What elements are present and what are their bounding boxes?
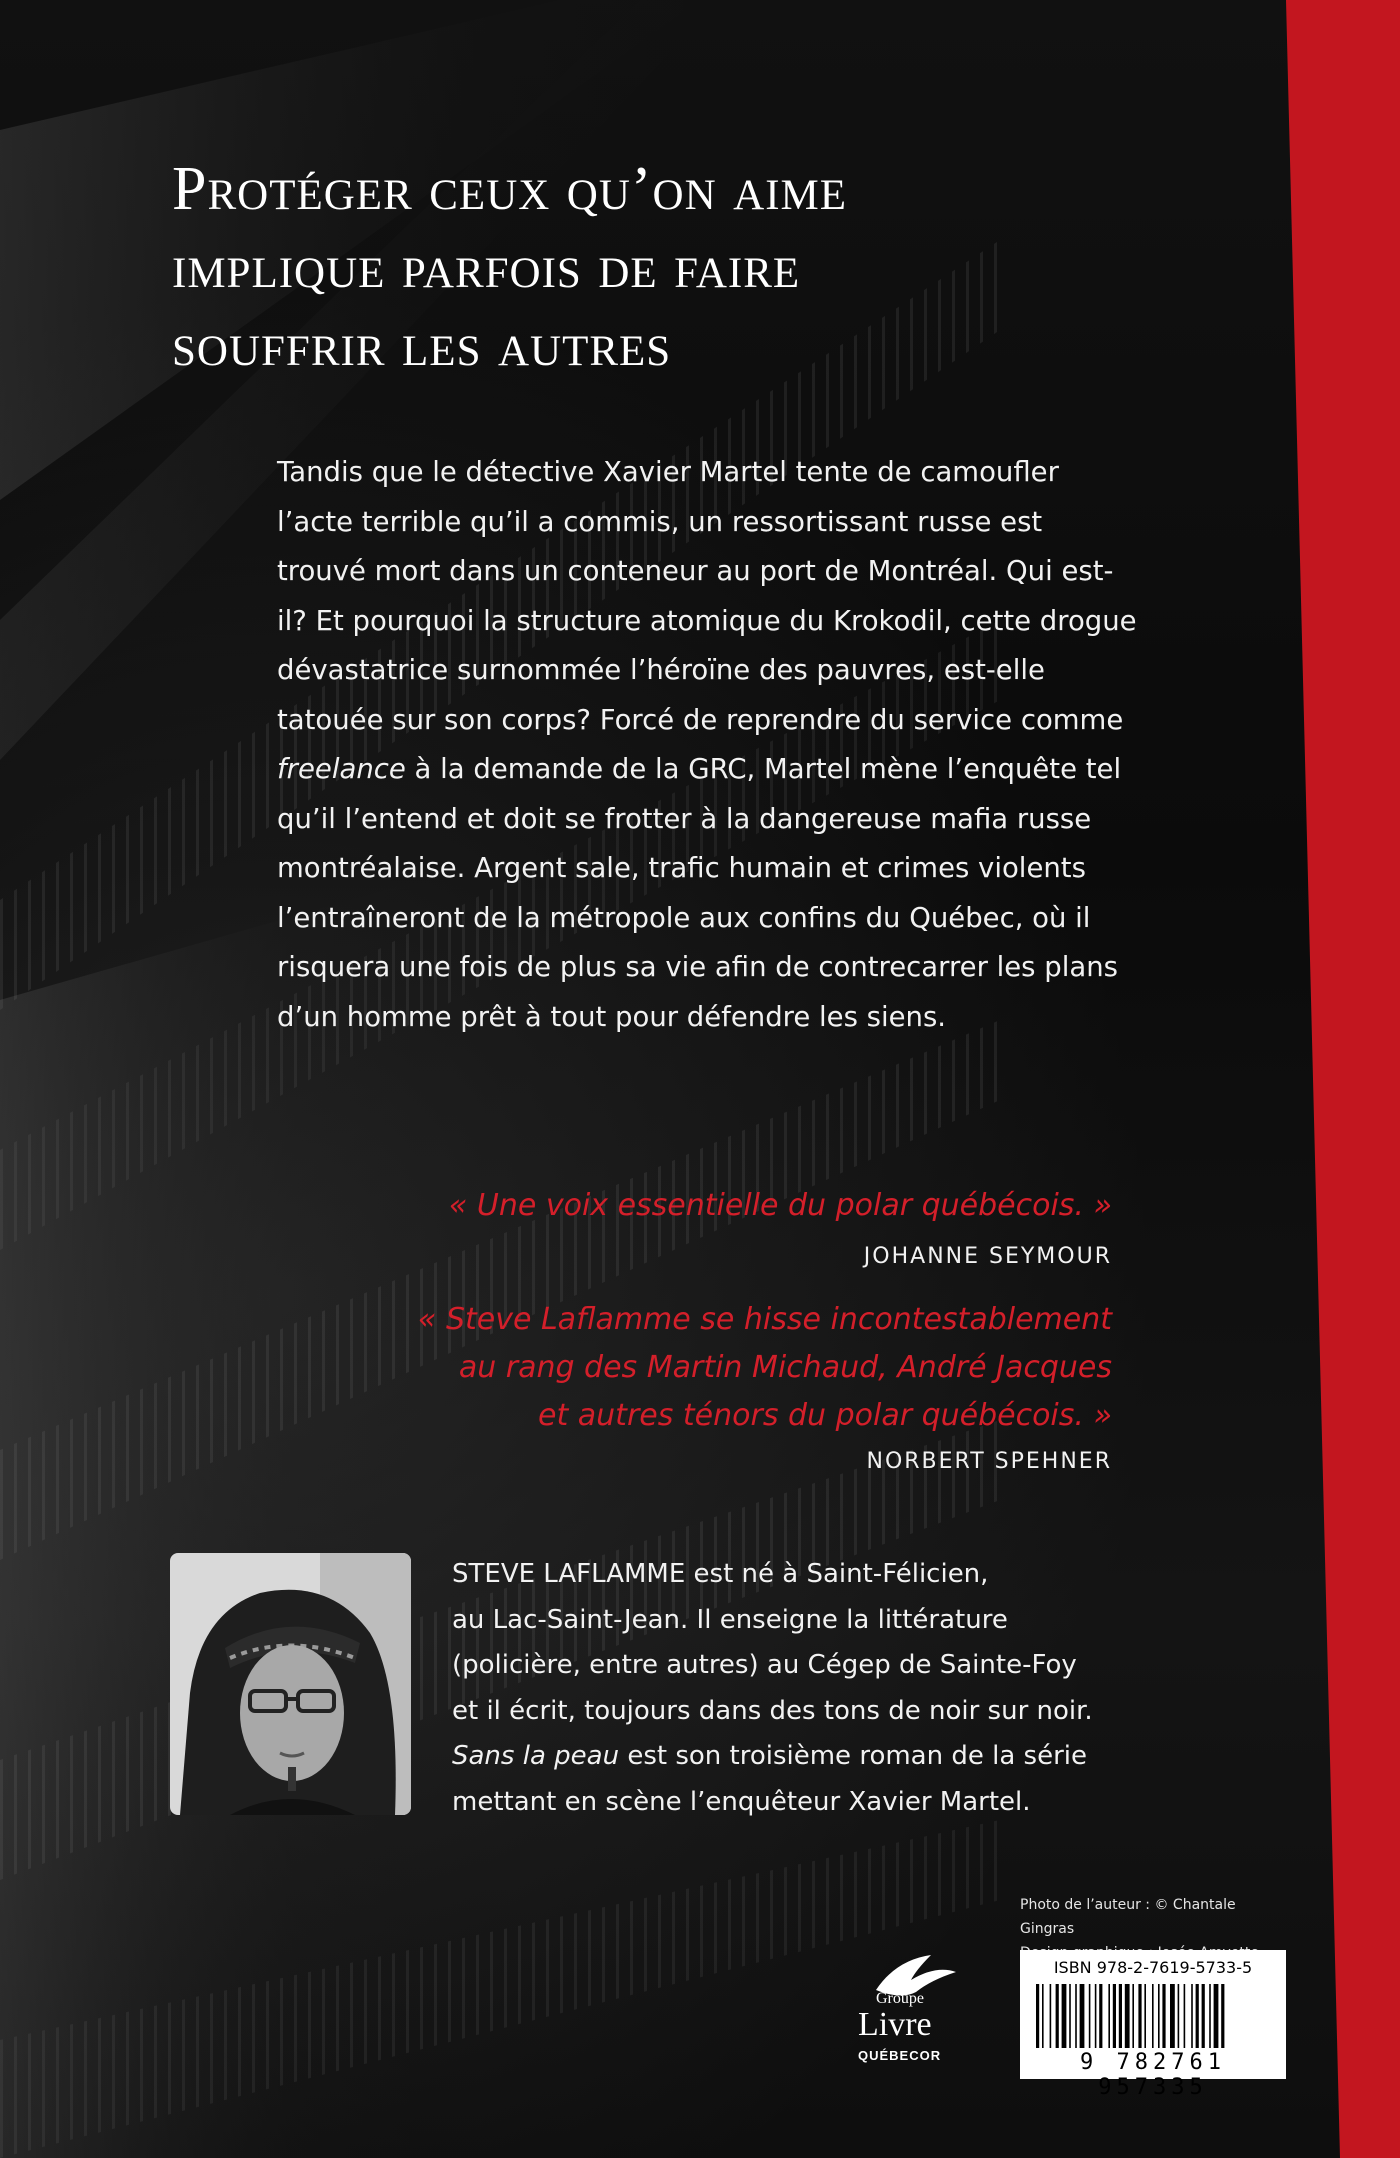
bio-line-5: est son troisième roman de la série <box>619 1741 1087 1771</box>
bio-line-6: mettant en scène l’enquêteur Xavier Martel. <box>452 1786 1031 1817</box>
barcode-box <box>1020 1950 1286 2100</box>
barcode-bar <box>1152 1984 1154 2048</box>
photo-credit: Photo de l’auteur : © Chantale Gingras <box>1020 1897 1236 1937</box>
barcode-bar <box>1221 1984 1224 2048</box>
headline-line-1: Protéger ceux qu’on aime <box>172 155 848 223</box>
bio-line-1: STEVE LAFLAMME est né à Saint-Félicien, <box>452 1559 989 1589</box>
bio-line-3: (policière, entre autres) au Cégep de Sainte-Foy <box>452 1650 1077 1680</box>
barcode-bar <box>1170 1984 1175 2048</box>
barcode-bar <box>1144 1984 1146 2048</box>
barcode-bar <box>1196 1984 1199 2048</box>
headline <box>172 150 1122 384</box>
barcode-bar <box>1036 1984 1039 2048</box>
barcode-bar <box>1099 1984 1102 2048</box>
logo-livre: Livre <box>858 2006 932 2043</box>
barcode-number: 9 782761 957335 <box>1080 2050 1226 2100</box>
book-blurb <box>277 448 1137 1042</box>
quote-2-line-1: « Steve Laflamme se hisse incontestablement <box>417 1302 1112 1337</box>
barcode-bar <box>1119 1984 1122 2048</box>
barcode-icon <box>1034 1984 1272 2048</box>
barcode-bar <box>1075 1984 1077 2048</box>
author-bio <box>452 1552 1152 1825</box>
headline-line-3: souffrir les autres <box>172 311 672 379</box>
quote-1 <box>449 1182 1112 1230</box>
barcode-bar <box>1069 1984 1071 2048</box>
barcode-bar <box>1042 1984 1044 2048</box>
bio-book-title: Sans la peau <box>452 1741 620 1771</box>
logo-quebecor: QUÉBECOR <box>858 2048 942 2063</box>
barcode-bar <box>1209 1984 1211 2048</box>
headline-line-2: implique parfois de faire <box>172 233 801 301</box>
quote-2-author: NORBERT SPEHNER <box>866 1449 1112 1474</box>
publisher-logo <box>836 1950 986 2080</box>
bio-line-4: et il écrit, toujours dans des tons de noir sur noir. <box>452 1695 1093 1726</box>
barcode-bar <box>1056 1984 1059 2048</box>
barcode-bar <box>1162 1984 1165 2048</box>
blurb-part-2: à la demande de la GRC, Martel mène l’enquête tel qu’il l’entend et doit se frotter à la dangereuse mafia russe montréalaise. Argent sale, trafic humain et crimes violents l’entraîneront de la métropole aux confins du Québec, où il risquera une fois de plus sa vie afin de contrecarrer les plans d’un homme prêt à tout pour défendre les siens. <box>277 753 1122 1033</box>
barcode-bar <box>1108 1984 1110 2048</box>
barcode-bar <box>1050 1984 1052 2048</box>
barcode-bar <box>1138 1984 1141 2048</box>
isbn-label: ISBN 978-2-7619-5733-5 <box>1053 1958 1253 1977</box>
barcode-bar <box>1178 1984 1180 2048</box>
author-photo <box>170 1553 411 1815</box>
quote-2-line-3: et autres ténors du polar québécois. » <box>538 1398 1112 1433</box>
bio-line-2: au Lac-Saint-Jean. Il enseigne la littérature <box>452 1604 1008 1635</box>
barcode-bar <box>1132 1984 1134 2048</box>
quote-2-line-2: au rang des Martin Michaud, André Jacques <box>458 1350 1112 1385</box>
barcode-bar <box>1080 1984 1085 2048</box>
quote-1-line-1: « Une voix essentielle du polar québécois. » <box>448 1188 1112 1223</box>
blurb-italic: freelance <box>277 753 406 785</box>
barcode-bar <box>1158 1984 1160 2048</box>
quote-2 <box>418 1296 1112 1440</box>
barcode-bar <box>1113 1984 1116 2048</box>
barcode-bar <box>1125 1984 1130 2048</box>
barcode-bar <box>1062 1984 1067 2048</box>
quote-1-author: JOHANNE SEYMOUR <box>863 1244 1112 1269</box>
logo-groupe: Groupe <box>876 1990 924 2007</box>
barcode-bar <box>1089 1984 1091 2048</box>
barcode-bar <box>1095 1984 1097 2048</box>
barcode-bar <box>1202 1984 1205 2048</box>
barcode-bar <box>1184 1984 1186 2048</box>
barcode-bar <box>1214 1984 1219 2048</box>
blurb-part-1: Tandis que le détective Xavier Martel tente de camoufler l’acte terrible qu’il a commis, un ressortissant russe est trouvé mort dans un conteneur au port de Montréal. Qui est-il? Et pourquoi la structure atomique du Krokodil, cette drogue dévastatrice surnommée l’héroïne des pauvres, est-elle tatouée sur son corps? Forcé de reprendre du service comme <box>277 456 1137 736</box>
barcode-bar <box>1191 1984 1193 2048</box>
